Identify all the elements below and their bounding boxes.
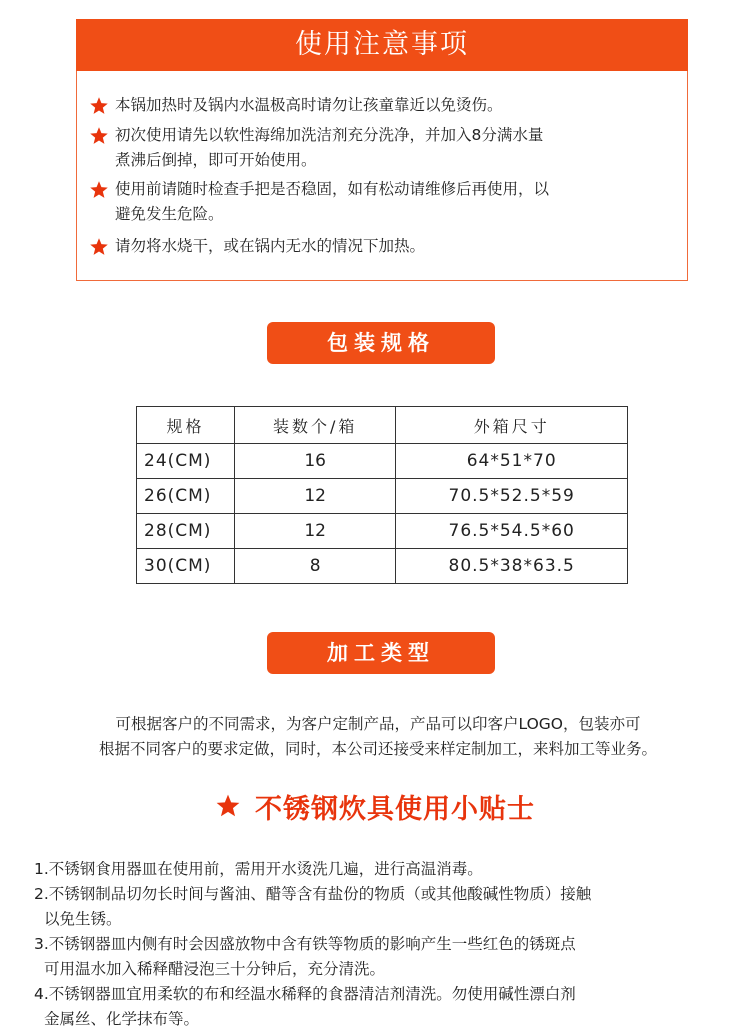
notice-title: 使用注意事项 [76,19,688,71]
table-cell: 30(CM) [137,549,235,584]
table-cell: 26(CM) [137,479,235,514]
star-icon [89,180,109,200]
table-header-row [137,407,628,444]
table-row [137,514,628,549]
notice-item [89,123,679,173]
processing-line: 可根据客户的不同需求，为客户定制产品，产品可以印客户LOGO，包装亦可 [115,715,641,733]
processing-line: 根据不同客户的要求定做，同时，本公司还接受来样定制加工，来料加工等业务。 [98,740,657,758]
table-cell: 64*51*70 [396,444,628,479]
notice-line: 本锅加热时及锅内水温极高时请勿让孩童靠近以免烫伤。 [115,96,503,114]
tips-title: 不锈钢炊具使用小贴士 [255,793,535,825]
processing-description [20,712,736,762]
tips-header [165,786,585,826]
tips-list [34,857,734,1032]
notice-line: 煮沸后倒掉，即可开始使用。 [115,151,317,169]
notice-line: 初次使用请先以软性海绵加洗洁剂充分洗净，并加入8分满水量 [115,126,544,144]
star-icon [89,237,109,257]
notice-line: 避免发生危险。 [115,205,224,223]
notice-item [89,177,679,227]
notice-item [89,93,679,118]
packaging-title: 包装规格 [267,322,495,364]
tip-item [34,882,734,932]
tip-line: 1.不锈钢食用器皿在使用前，需用开水烫洗几遍，进行高温消毒。 [34,860,483,878]
table-cell: 12 [234,479,395,514]
tip-line: 可用温水加入稀释醋浸泡三十分钟后，充分清洗。 [44,960,386,978]
table-header: 装数个/箱 [234,407,395,444]
tip-line: 以免生锈。 [44,910,122,928]
table-cell: 12 [234,514,395,549]
table-cell: 76.5*54.5*60 [396,514,628,549]
notice-line: 请勿将水烧干，或在锅内无水的情况下加热。 [115,237,426,255]
table-cell: 70.5*52.5*59 [396,479,628,514]
table-row [137,549,628,584]
table-cell: 16 [234,444,395,479]
notice-line: 使用前请随时检查手把是否稳固，如有松动请维修后再使用，以 [115,180,550,198]
processing-title: 加工类型 [267,632,495,674]
table-header: 规格 [137,407,235,444]
table-cell: 28(CM) [137,514,235,549]
tip-line: 4.不锈钢器皿宜用柔软的布和经温水稀释的食器清洁剂清洗。勿使用碱性漂白剂 [34,985,576,1003]
star-icon [215,793,241,819]
tip-line: 2.不锈钢制品切勿长时间与酱油、醋等含有盐份的物质（或其他酸碱性物质）接触 [34,885,592,903]
packaging-table [136,406,628,584]
notice-item [89,234,679,259]
table-cell: 24(CM) [137,444,235,479]
table-row [137,444,628,479]
table-cell: 80.5*38*63.5 [396,549,628,584]
tip-line: 金属丝、化学抹布等。 [44,1010,200,1028]
tip-line: 3.不锈钢器皿内侧有时会因盛放物中含有铁等物质的影响产生一些红色的锈斑点 [34,935,576,953]
star-icon [89,126,109,146]
tip-item [34,857,734,882]
notice-box [76,71,688,281]
star-icon [89,96,109,116]
tip-item [34,982,734,1032]
table-header: 外箱尺寸 [396,407,628,444]
table-row [137,479,628,514]
table-cell: 8 [234,549,395,584]
tip-item [34,932,734,982]
